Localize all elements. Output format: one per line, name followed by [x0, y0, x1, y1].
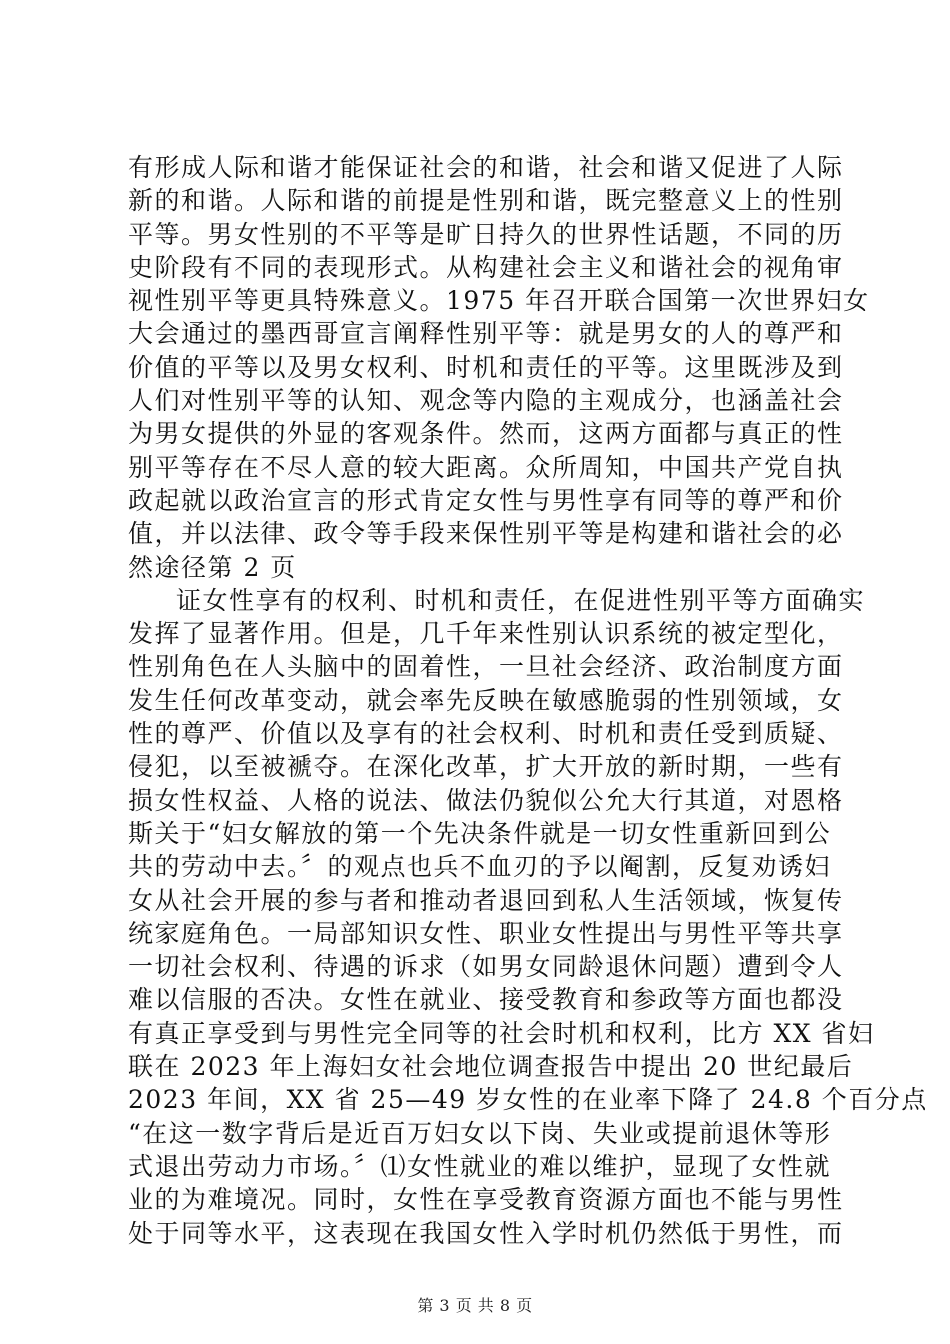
- text-line: 斯关于“妇女解放的第一个先决条件就是一切女性重新回到公: [128, 818, 832, 848]
- text-line: 业的为难境况。同时，女性在享受教育资源方面也不能与男性: [128, 1185, 844, 1215]
- text-line: 处于同等水平，这表现在我国女性入学时机仍然低于男性，而: [128, 1218, 844, 1248]
- text-line: 人们对性别平等的认知、观念等内隐的主观成分，也涵盖社会: [128, 386, 844, 416]
- text-line: “在这一数字背后是近百万妇女以下岗、失业或提前退休等形: [128, 1118, 832, 1148]
- text-line: 大会通过的墨西哥宣言阐释性别平等：就是男女的人的尊严和: [128, 319, 844, 349]
- text-line: 统家庭角色。一局部知识女性、职业女性提出与男性平等共享: [128, 918, 844, 948]
- text-line: 有形成人际和谐才能保证社会的和谐，社会和谐又促进了人际: [128, 153, 844, 182]
- text-line: 女从社会开展的参与者和推动者退回到私人生活领域，恢复传: [128, 885, 844, 915]
- text-line: 难以信服的否决。女性在就业、接受教育和参政等方面也都没: [128, 985, 844, 1015]
- text-line: 性别角色在人头脑中的固着性，一旦社会经济、政治制度方面: [128, 652, 844, 682]
- text-line: 一切社会权利、待遇的诉求（如男女同龄退休问题）遭到令人: [128, 952, 844, 982]
- text-line: 侵犯，以至被褫夺。在深化改革，扩大开放的新时期，一些有: [128, 752, 844, 782]
- text-line: 联在 2023 年上海妇女社会地位调查报告中提出 20 世纪最后: [128, 1052, 854, 1082]
- text-line: 有真正享受到与男性完全同等的社会时机和权利，比方 XX 省妇: [128, 1018, 875, 1048]
- text-line: 证女性享有的权利、时机和责任，在促进性别平等方面确实: [176, 585, 866, 615]
- text-line: 2023 年间，XX 省 25—49 岁女性的在业率下降了 24.8 个百分点: [128, 1085, 928, 1115]
- body-text: [128, 151, 928, 1250]
- text-line: 损女性权益、人格的说法、做法仍貌似公允大行其道，对恩格: [128, 785, 844, 815]
- text-line: 视性别平等更具特殊意义。1975 年召开联合国第一次世界妇女: [128, 286, 870, 316]
- page-footer: [0, 1293, 950, 1316]
- text-line: 值，并以法律、政令等手段来保性别平等是构建和谐社会的必: [128, 519, 844, 549]
- text-line: 平等。男女性别的不平等是旷日持久的世界性话题，不同的历: [128, 219, 844, 249]
- text-line: 然途径第 2 页: [128, 552, 297, 582]
- text-line: 史阶段有不同的表现形式。从构建社会主义和谐社会的视角审: [128, 252, 844, 282]
- text-line: 为男女提供的外显的客观条件。然而，这两方面都与真正的性: [128, 419, 844, 449]
- text-line: 发挥了显著作用。但是，几千年来性别认识系统的被定型化，: [128, 619, 844, 649]
- text-line: 共的劳动中去。〞的观点也兵不血刃的予以阉割，反复劝诱妇: [128, 852, 832, 882]
- text-line: 新的和谐。人际和谐的前提是性别和谐，既完整意义上的性别: [128, 186, 844, 216]
- text-line: 式退出劳动力市场。〞⑴女性就业的难以维护，显现了女性就: [128, 1151, 832, 1181]
- text-line: 发生任何改革变动，就会率先反映在敏感脆弱的性别领域，女: [128, 685, 844, 715]
- text-line: 别平等存在不尽人意的较大距离。众所周知，中国共产党自执: [128, 452, 844, 482]
- text-line: 价值的平等以及男女权利、时机和责任的平等。这里既涉及到: [128, 352, 844, 382]
- text-line: 政起就以政治宣言的形式肯定女性与男性享有同等的尊严和价: [128, 485, 844, 515]
- page-number: 第 3 页 共 8 页: [417, 1296, 533, 1315]
- paragraph-2: [128, 584, 928, 1250]
- text-line: 性的尊严、价值以及享有的社会权利、时机和责任受到质疑、: [128, 719, 844, 749]
- paragraph-1: [128, 151, 870, 584]
